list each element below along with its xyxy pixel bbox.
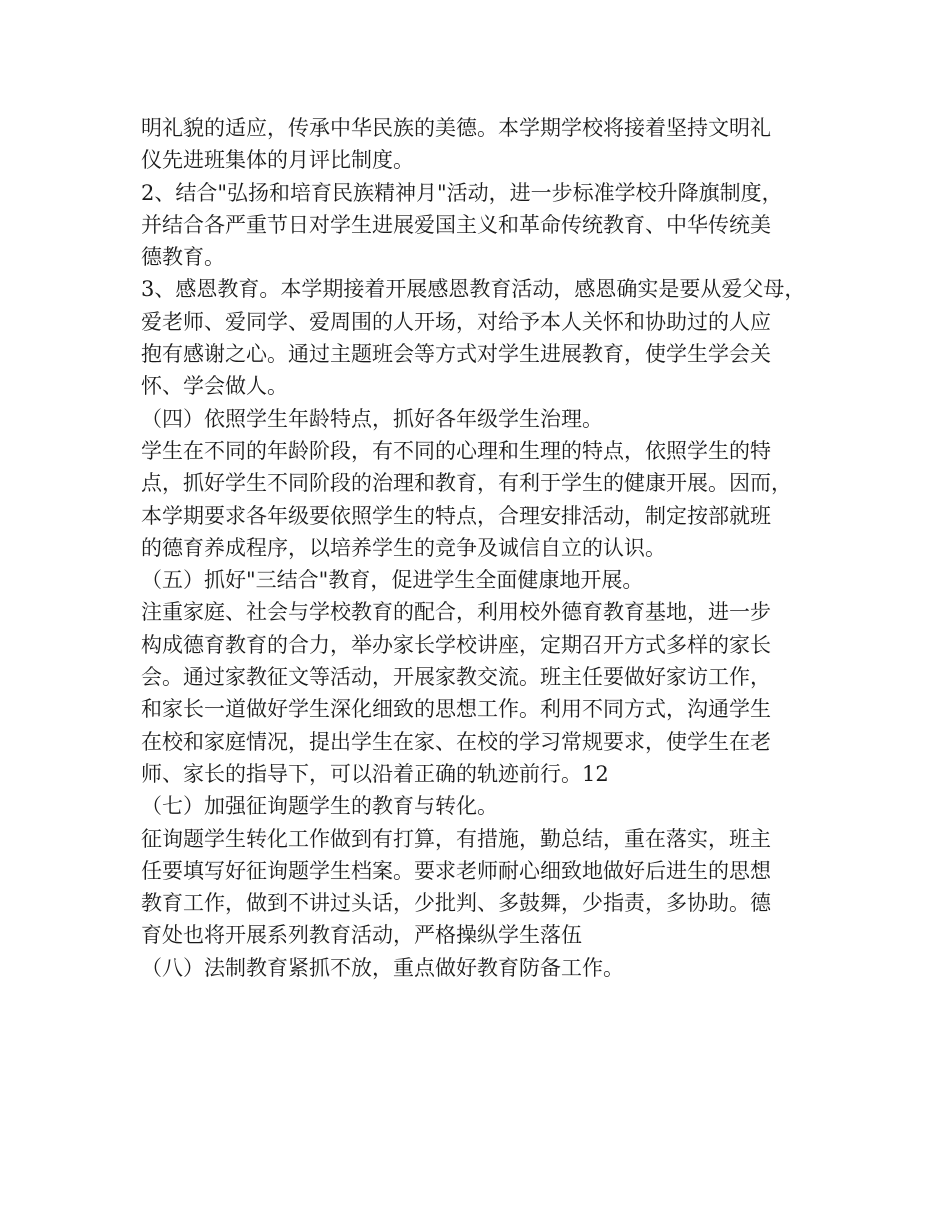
- text-line: 和家长一道做好学生深化细致的思想工作。利用不同方式，沟通学生: [141, 697, 771, 722]
- text-line: 本学期要求各年级要依照学生的特点，合理安排活动，制定按部就班: [141, 503, 771, 528]
- section-heading: （七）加强征询题学生的教育与转化。: [141, 794, 498, 819]
- document-page: [141, 112, 831, 984]
- text-line: 仪先进班集体的月评比制度。: [141, 148, 414, 173]
- text-line: 构成德育教育的合力，举办家长学校讲座，定期召开方式多样的家长: [141, 632, 771, 657]
- text-line: 德教育。: [141, 245, 225, 270]
- text-line: 在校和家庭情况，提出学生在家、在校的学习常规要求，使学生在老: [141, 729, 771, 754]
- section-heading: （五）抓好"三结合"教育，促进学生全面健康地开展。: [141, 568, 644, 593]
- text-line: 征询题学生转化工作做到有打算，有措施，勤总结，重在落实，班主: [141, 826, 771, 851]
- text-line: 任要填写好征询题学生档案。要求老师耐心细致地做好后进生的思想: [141, 858, 771, 883]
- text-line: 育处也将开展系列教育活动，严格操纵学生落伍: [141, 923, 582, 948]
- text-line: 2、结合"弘扬和培育民族精神月"活动，进一步标准学校升降旗制度，: [141, 180, 783, 205]
- text-line: 明礼貌的适应，传承中华民族的美德。本学期学校将接着坚持文明礼: [141, 116, 771, 140]
- text-line: 并结合各严重节日对学生进展爱国主义和革命传统教育、中华传统美: [141, 212, 771, 237]
- text-line: 师、家长的指导下，可以沿着正确的轨迹前行。12: [141, 761, 609, 786]
- text-line: 点，抓好学生不同阶段的治理和教育，有利于学生的健康开展。因而，: [141, 471, 792, 496]
- text-line: 学生在不同的年龄阶段，有不同的心理和生理的特点，依照学生的特: [141, 438, 771, 463]
- text-line: 怀、学会做人。: [141, 374, 288, 399]
- section-heading: （八）法制教育紧抓不放，重点做好教育防备工作。: [141, 955, 624, 980]
- text-line: 抱有感谢之心。通过主题班会等方式对学生进展教育，使学生学会关: [141, 342, 771, 367]
- text-line: 爱老师、爱同学、爱周围的人开场，对给予本人关怀和协助过的人应: [141, 309, 771, 334]
- text-line: 会。通过家教征文等活动，开展家教交流。班主任要做好家访工作，: [141, 665, 771, 690]
- text-line: 3、感恩教育。本学期接着开展感恩教育活动，感恩确实是要从爱父母，: [141, 277, 806, 302]
- text-line: 教育工作，做到不讲过头话，少批判、多鼓舞，少指责，多协助。德: [141, 891, 771, 916]
- text-line: 的德育养成程序，以培养学生的竞争及诚信自立的认识。: [141, 535, 666, 560]
- section-heading: （四）依照学生年龄特点，抓好各年级学生治理。: [141, 406, 603, 431]
- text-line: 注重家庭、社会与学校教育的配合，利用校外德育教育基地，进一步: [141, 600, 771, 625]
